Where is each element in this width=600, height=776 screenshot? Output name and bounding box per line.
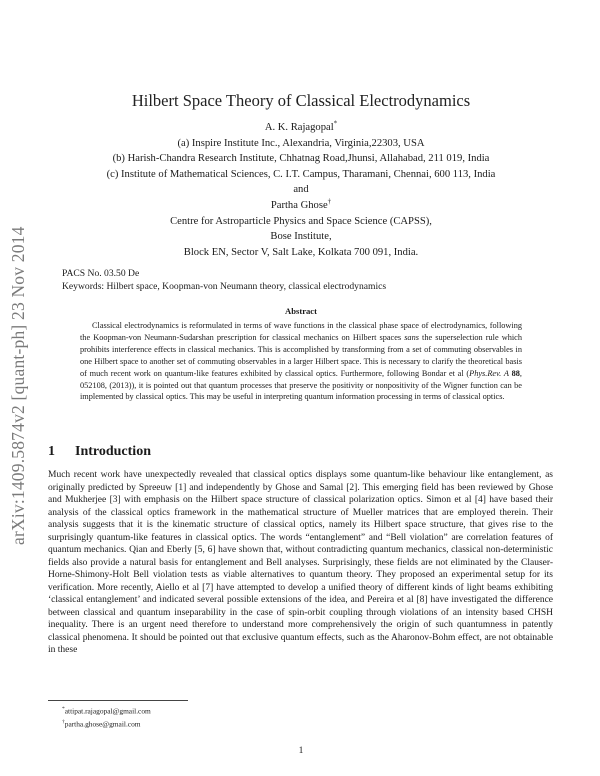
author-2 (48, 198, 554, 214)
affiliation-d-line-2: Bose Institute, (270, 231, 332, 243)
footnote-divider (48, 700, 188, 701)
abstract-text-part-3: , 052108, (2013)), it is pointed out that quantum processes that preserve the positivity or nonpositivity of the Wigner function can be implemented by classical optics. This may be useful in interpreting quantum information processing in terms of classical optics. (80, 368, 522, 402)
author-2-name: Partha Ghose (270, 199, 328, 211)
abstract-emphasis-sans: sans (404, 332, 419, 342)
pacs-number: PACS No. 03.50 De (62, 268, 140, 279)
abstract-heading: Abstract (285, 306, 317, 316)
footnote-2-mark: † (62, 718, 65, 725)
section-number: 1 (48, 444, 55, 459)
author-2-footnote-mark[interactable]: † (327, 197, 332, 206)
affiliation-c: (c) Institute of Mathematical Sciences, C. I.T. Campus, Tharamani, Chennai, 600 113, India (106, 168, 496, 180)
arxiv-identifier-stamp[interactable]: arXiv:1409.5874v2 [quant-ph] 23 Nov 2014 (8, 226, 28, 545)
keywords: Keywords: Hilbert space, Koopman-von Neumann theory, classical electrodynamics (62, 281, 387, 292)
section-title: Introduction (75, 444, 151, 459)
abstract-text-part-1: Classical electrodynamics is reformulated in terms of wave functions in the classical phase space of electrodynamics, following the Koopman-von Neumann-Sudarshan prescription for classical mechanics on Hilbert spaces (80, 321, 522, 342)
introduction-paragraph: Much recent work have unexpectedly revealed that classical optics displays some quantum-like behaviour like entanglement, as originally predicted by Spreeuw [1] and independently by Ghose and Samal [2]. This emerging field has been reviewed by Ghose and Mukherjee [3] with emphasis on the Hilbert space structure of classical polarization optics. Simon et al [4] have based their analysis of the classical optics framework in the mathematical structure of Mueller matrices that are employed therein. Their analysis suggests that it is the kinematic structure of classical optics, namely its Hilbert space structure, that gives rise to the surprisingly quantum-like features in classical optics. The words “entanglement” and “Bell violation” are correlation features of quantum mechanics. Qian and Eberly [5, 6] have shown that, without contradicting quantum mechanics, classical non-deterministic fields also provide a natural basis for entanglement and Bell analyses. Surprisingly, these fields are not eliminated by the Clauser-Horne-Shimony-Holt Bell violation tests as viable alternatives to quantum theory. They proposed an experimental setup for its verification. More recently, Aiello et al [7] have attempted to develop a unified theory of different kinds of light beams exhibiting ‘classical entanglement’ and indicated several possible extensions of the idea, and Pereira et al [8] have investigated the difference between classical and quantum inseparability in the case of spin-orbit coupling through violations of an intensity based CHSH inequality. There is an urgent need therefore to understand more comprehensively the origin of such quantumness in patently classical phenomena. It should be pointed out that exclusive quantum effects, such as the Aharonov-Bohm effect, are not obtainable in these (48, 470, 553, 655)
author-conjunction: and (293, 184, 309, 196)
affiliation-d-line-3: Block EN, Sector V, Salt Lake, Kolkata 700 091, India. (183, 246, 419, 258)
footnote-1-email[interactable]: attipat.rajagopal@gmail.com (64, 706, 151, 716)
footnotes (62, 704, 151, 730)
abstract-journal-volume: 88 (511, 368, 520, 378)
affiliation-d-line-1: Centre for Astroparticle Physics and Space Science (CAPSS), (170, 215, 432, 227)
paper-title: Hilbert Space Theory of Classical Electrodynamics (131, 91, 471, 110)
author-block (48, 120, 554, 260)
abstract-journal-name: Phys.Rev. A (469, 368, 509, 378)
section-heading-introduction (48, 444, 151, 460)
footnote-1-mark: * (62, 706, 65, 712)
abstract-text (80, 320, 522, 403)
classification-block (62, 267, 386, 293)
footnote-2 (62, 717, 151, 730)
footnote-1 (62, 704, 151, 717)
author-1 (48, 120, 554, 136)
author-1-name: A. K. Rajagopal (264, 122, 334, 133)
footnote-2-email[interactable]: partha.ghose@gmail.com (64, 719, 141, 729)
page-number: 1 (298, 746, 304, 756)
abstract-text-part-2: the superselection rule which prohibits interference effects in classical mechanics. This is accomplished by transforming from a set of commuting observables in one Hilbert space to another set of commuting observables in a larger Hilbert space. This is necessary to clarify the theoretical basis of much recent work on quantum-like features exhibited by classical optics. Furthermore, following Bondar et al ( (80, 332, 522, 378)
affiliation-a: (a) Inspire Institute Inc., Alexandria, Virginia,22303, USA (177, 137, 425, 149)
affiliation-b: (b) Harish-Chandra Research Institute, Chhatnag Road,Jhunsi, Allahabad, 211 019, India (112, 153, 490, 165)
author-1-footnote-mark[interactable]: * (333, 119, 338, 128)
